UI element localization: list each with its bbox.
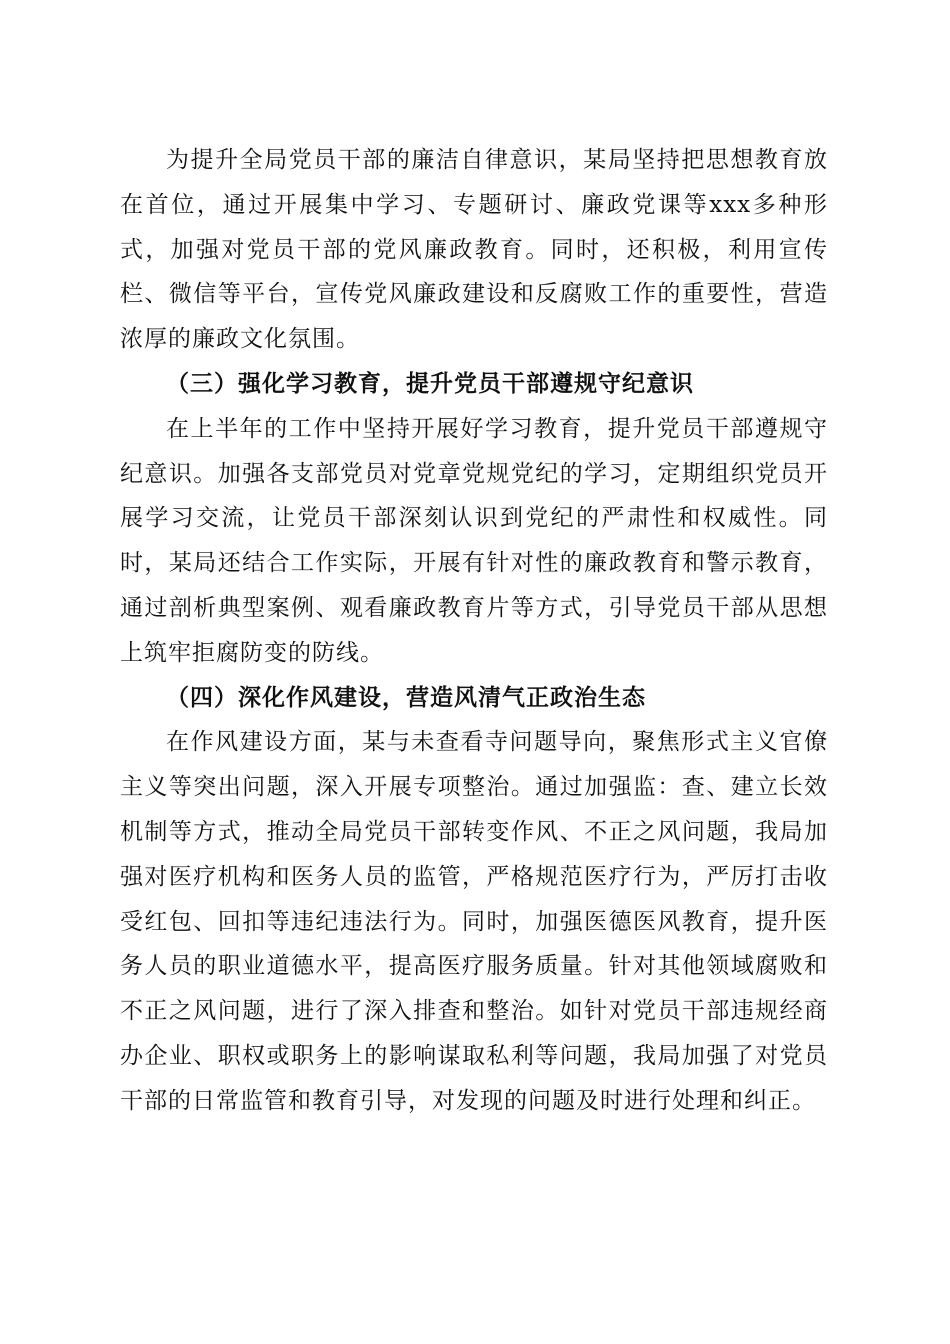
paragraph-study-education: 在上半年的工作中坚持开展好学习教育，提升党员干部遵规守纪意识。加强各支部党员对党章党规党纪的学习，定期组织党员开展学习交流，让党员干部深刻认识到党纪的严肃性和权威性。同时，某局还结合工作实际，开展有针对性的廉政教育和警示教育，通过剖析典型案例、观看廉政教育片等方式，引导党员干部从思想上筑牢拒腐防变的防线。 <box>120 415 828 666</box>
paragraph-style-building: 在作风建设方面，某与未查看寺问题导向，聚焦形式主义官僚主义等突出问题，深入开展专项整治。通过加强监：查、建立长效机制等方式，推动全局党员干部转变作风、不正之风问题，我局加强对医疗机构和医务人员的监管，严格规范医疗行为，严厉打击收受红包、回扣等违纪违法行为。同时，加强医德医风教育，提升医务人员的职业道德水平，提高医疗服务质量。针对其他领域腐败和不正之风问题，进行了深入排查和整治。如针对党员干部违规经商办企业、职权或职务上的影响谋取私利等问题，我局加强了对党员干部的日常监管和教育引导，对发现的问题及时进行处理和纠正。 <box>120 729 828 1114</box>
document-body <box>120 138 828 1124</box>
section-heading-four: （四）深化作风建设，营造风清气正政治生态 <box>166 683 646 711</box>
section-heading-three: （三）强化学习教育，提升党员干部遵规守纪意识 <box>166 369 694 397</box>
paragraph-education-intro: 为提升全局党员干部的廉洁自律意识，某局坚持把思想教育放在首位，通过开展集中学习、专题研讨、廉政党课等xxx多种形式，加强对党员干部的党风廉政教育。同时，还积极，利用宣传栏、微信等平台，宣传党风廉政建设和反腐败工作的重要性，营造浓厚的廉政文化氛围。 <box>120 147 828 353</box>
